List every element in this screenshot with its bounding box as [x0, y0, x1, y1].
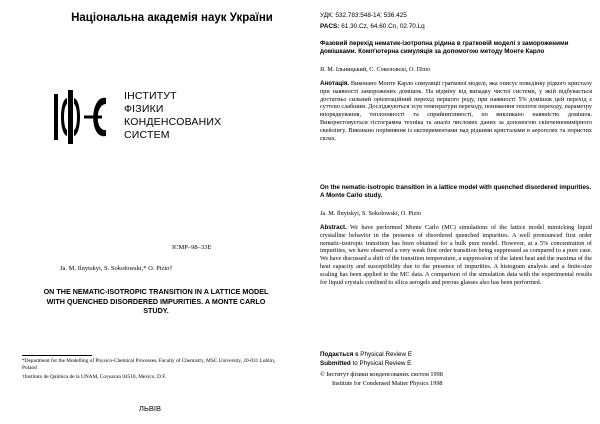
title-english: On the nematic-isotropic transition in a lattice model with quenched disordered impurities. A Monte Carlo study.: [320, 184, 592, 199]
institute-name: [124, 90, 221, 142]
submitted-uk-label: Подається: [320, 351, 354, 358]
submitted-uk-to: в Physical Review E: [355, 351, 413, 358]
institute-line-4: СИСТЕМ: [124, 129, 170, 141]
pacs-value: 61.30.Cz, 64.60.Cn, 02.70.Lq: [341, 23, 425, 30]
copyright-ukrainian: [320, 371, 443, 378]
submitted-en-to: to Physical Review E: [352, 360, 412, 367]
paper-title-left: ON THE NEMATIC-ISOTROPIC TRANSITION IN A LATTICE MODEL WITH QUENCHED DISORDERED IMPURITIES. A MONTE CARLO STUDY.: [43, 287, 269, 315]
abstract-uk-label: Анотація.: [320, 80, 350, 87]
icmp-logo: [54, 90, 118, 144]
abstract-ukrainian: [320, 80, 592, 142]
preprint-number: ICMP–98–33E: [172, 244, 212, 251]
institute-line-3: КОНДЕНСОВАНИХ: [124, 116, 222, 128]
copyright-uk-text: Інститут фізики конденсованих систем 1998: [326, 371, 443, 378]
submitted-en-label: Submitted: [320, 360, 351, 367]
city-name: ЛЬВІВ: [139, 404, 161, 413]
footnote-2: †Instituto de Química de la UNAM, Coyoacan 04510, Mexico, D.F.: [22, 374, 167, 380]
pacs-label: PACS:: [320, 23, 340, 30]
pacs-codes: [320, 23, 425, 30]
abstract-uk-text: Виконано Монте Карло симуляції граткової моделі, яка описує поведінку рідкого кристалу при наявності заморожених домішок. На відміну від випадку чистої системи, у якій відбувається достатньо сильний орієнтаційний перехід першого роду, при наявності 5% домішок цей перехід є суттєво слабшим. Досліджуються зсув температури переходу, пониження теплоти переходу, параметру впорядкування, теплоємності та сприйнятливості, по викликано наявністю домішок. Використовується гістограмна техніка та аналіз числових даних за допомогою скінченновимірного скейлінгу. Виконано порівняння із експериментами над рідкими кристалами в аерогелях та пористих склах.: [320, 80, 592, 142]
abstract-en-label: Abstract.: [320, 224, 347, 231]
copyright-english: Institute for Condensed Matter Physics 1998: [332, 380, 443, 387]
submitted-ukrainian: [320, 351, 412, 358]
institute-line-2: ФІЗИКИ: [124, 103, 164, 115]
institute-line-1: ІНСТИТУТ: [124, 90, 177, 102]
authors-left: Ja. M. Ilnytskyi, S. Sokołowski,* O. Pizio†: [60, 265, 173, 272]
authors-ukrainian: Я. М. Ільницький, С. Соколовскі, О. Пізіо: [320, 66, 431, 73]
academy-name: Національна академія наук України: [71, 12, 273, 24]
submitted-english: [320, 360, 411, 367]
udk-code: УДК: 532.783:548-14; 536.425: [320, 12, 407, 19]
copyright-icon: ©: [320, 371, 325, 378]
abstract-english: [320, 224, 592, 286]
abstract-en-text: We have performed Monte Carlo (MC) simulations of the lattice model mimicking liquid crystalline behavior in the presence of disordered quenched impurities. A well pronounced first order nematic-isotropic transition has been obtained for a bulk pure model. However, at a 5% concentration of impurities, we have observed a very weak first order transition being suppressed as compared to a pure case. We have discussed a shift of the transition temperature, a suppression of the latent heat and the maxima of the heat capacity and susceptibility due to the presence of impurities. A histogram analysis and a finite-size scaling has been applied to the MC data. A comparison of the simulation data with the experimental results for liquid crystals confined to silica aerogels and porous glasses also has been performed.: [320, 224, 593, 286]
cover-page-right: [300, 0, 600, 424]
footnote-1: *Department for the Modelling of Physico-Chemical Processes, Faculty of Chemistry, MSC University, 20-031 Lublin, Poland: [22, 358, 276, 371]
authors-english: Ja. M. Ilnytskyi, S. Sokołowski, O. Pizio: [320, 210, 422, 217]
footnote-rule: [22, 355, 92, 356]
title-ukrainian: Фазовий перехід нематик-ізотропна рідина в гратковій моделі з замороженими домішками. Комп'ютерна симуляція за допомогою методу Монте Карло: [320, 40, 569, 55]
